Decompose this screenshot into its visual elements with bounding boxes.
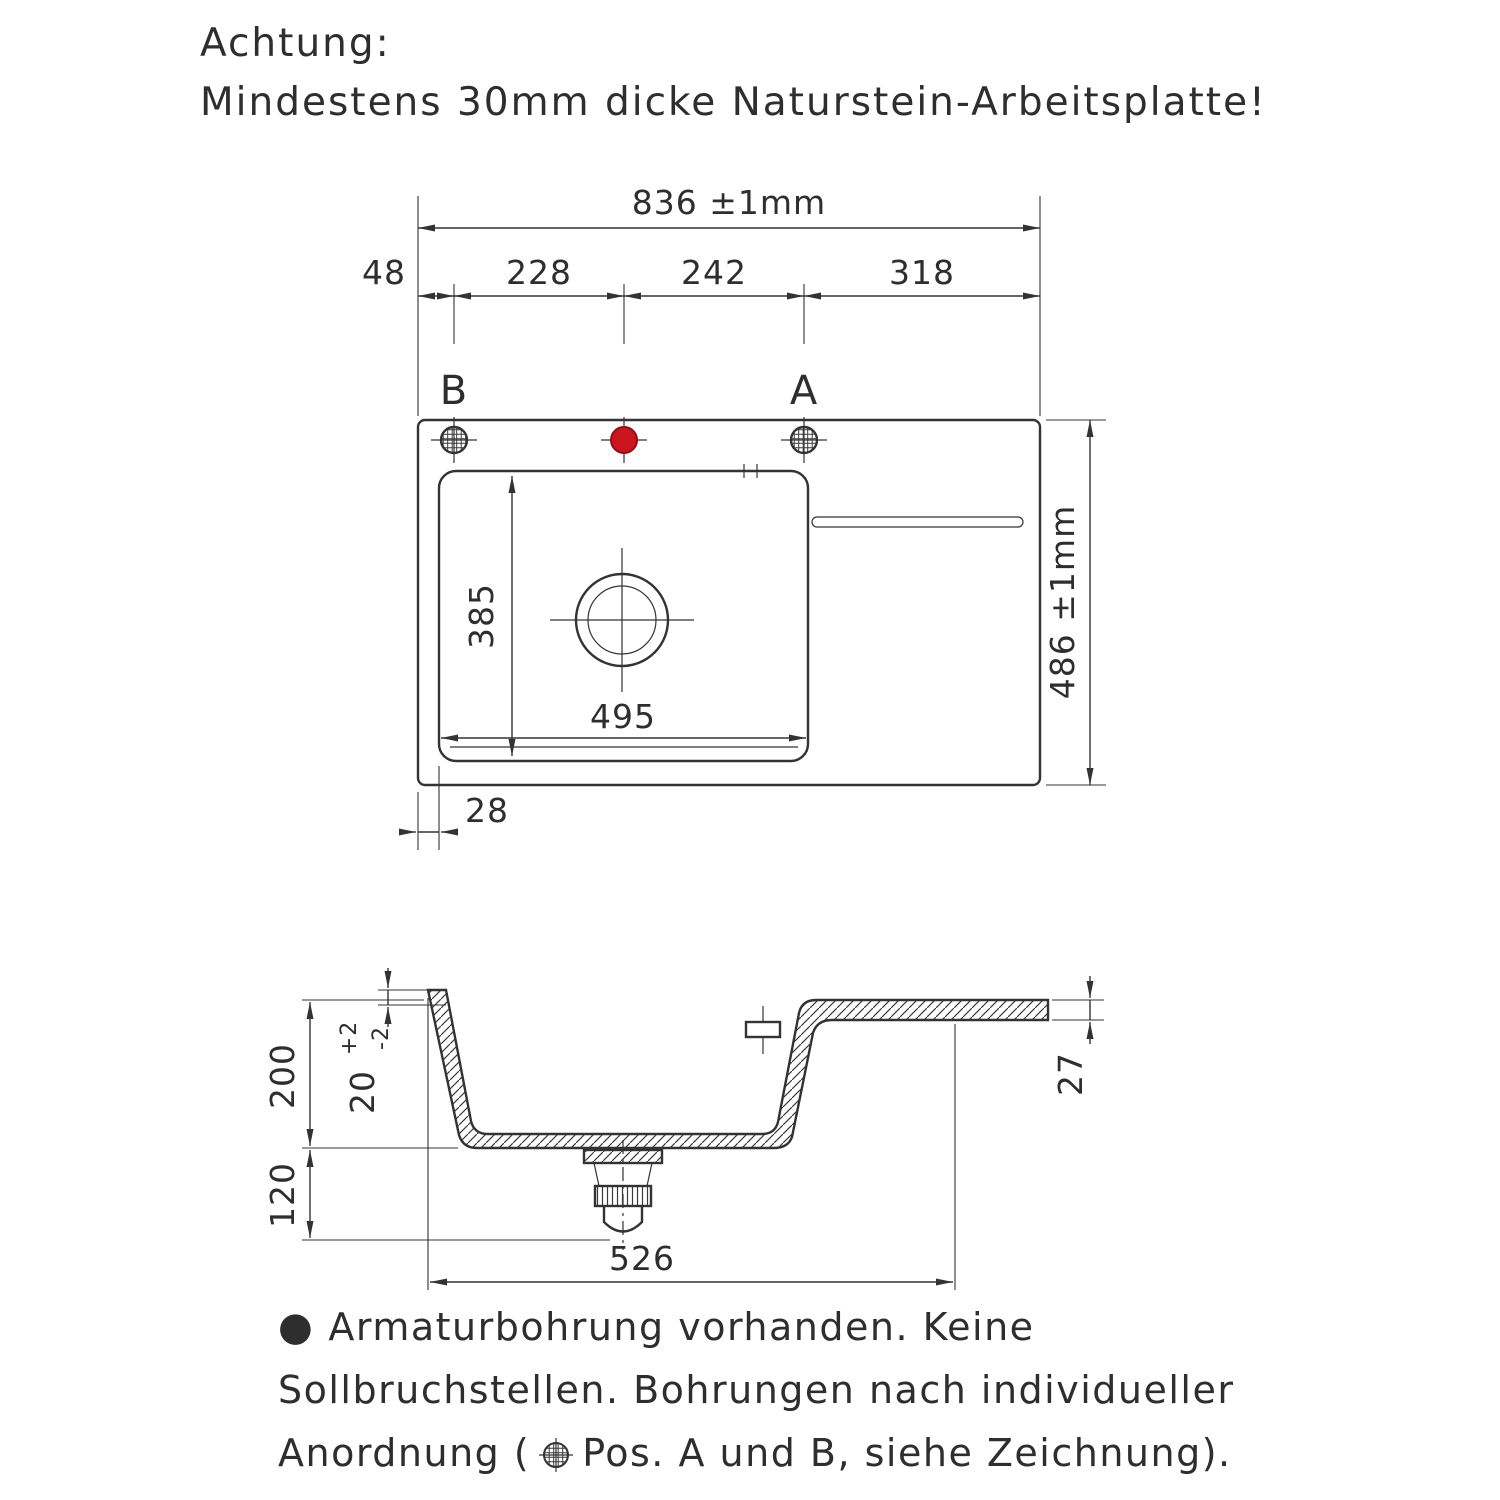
drill-hole-b (431, 417, 477, 463)
footnote (278, 1296, 1234, 1485)
warning-text: Mindestens 30mm dicke Naturstein-Arbeitsplatte! (200, 80, 1267, 125)
drill-hole-a (781, 417, 827, 463)
faucet-hole-active (601, 417, 647, 463)
dim-rim-tol-minus: -2 (369, 1026, 394, 1050)
dim-base-width: 526 (609, 1239, 675, 1278)
plan-view (362, 183, 1106, 850)
dim-rim-tol-plus: +2 (337, 1020, 362, 1056)
dim-total-width: 836 ±1mm (631, 183, 827, 222)
dim-bowl-length: 385 (462, 583, 501, 649)
plan-extension-lines (418, 196, 1106, 850)
dim-seg-48: 48 (362, 253, 406, 292)
footnote-line-2 (278, 1359, 1234, 1422)
dim-bowl-width: 495 (590, 697, 656, 736)
drain-nut (595, 1186, 651, 1206)
footnote-text-3b: Pos. A und B, siehe Zeichnung). (582, 1431, 1232, 1475)
footnote-line-1 (278, 1296, 1234, 1359)
dim-seg-228: 228 (506, 253, 572, 292)
drill-hole-icon (538, 1437, 574, 1473)
dim-rim-value: 20 (343, 1070, 382, 1114)
bullet-icon: ● (278, 1304, 315, 1350)
dim-board-thickness: 27 (1051, 1052, 1090, 1096)
faucet-hole-red-circle (611, 427, 637, 453)
footnote-text-2: Sollbruchstellen. Bohrungen nach individueller (278, 1368, 1235, 1412)
drain-flange (584, 1150, 662, 1163)
dim-seg-318: 318 (889, 253, 955, 292)
hole-label-b: B (439, 368, 469, 414)
fixing-clamp (746, 1006, 780, 1054)
drain-opening (550, 548, 694, 692)
hole-label-a: A (789, 368, 819, 414)
dim-seg-242: 242 (681, 253, 747, 292)
warning-title: Achtung: (200, 21, 391, 66)
plan-dimension-lines (400, 228, 1090, 832)
drain-assembly (584, 1140, 662, 1250)
drainboard-groove (812, 517, 1023, 527)
footnote-text-1: Armaturbohrung vorhanden. Keine (328, 1305, 1035, 1349)
dim-edge-offset: 28 (465, 791, 509, 830)
dim-total-depth: 486 ±1mm (1043, 504, 1082, 700)
section-view (263, 968, 1104, 1290)
footnote-text-3a: Anordnung ( (278, 1431, 531, 1475)
footnote-line-3 (278, 1422, 1234, 1485)
dim-bowl-depth: 200 (263, 1043, 302, 1109)
dim-drain-height: 120 (263, 1162, 302, 1228)
